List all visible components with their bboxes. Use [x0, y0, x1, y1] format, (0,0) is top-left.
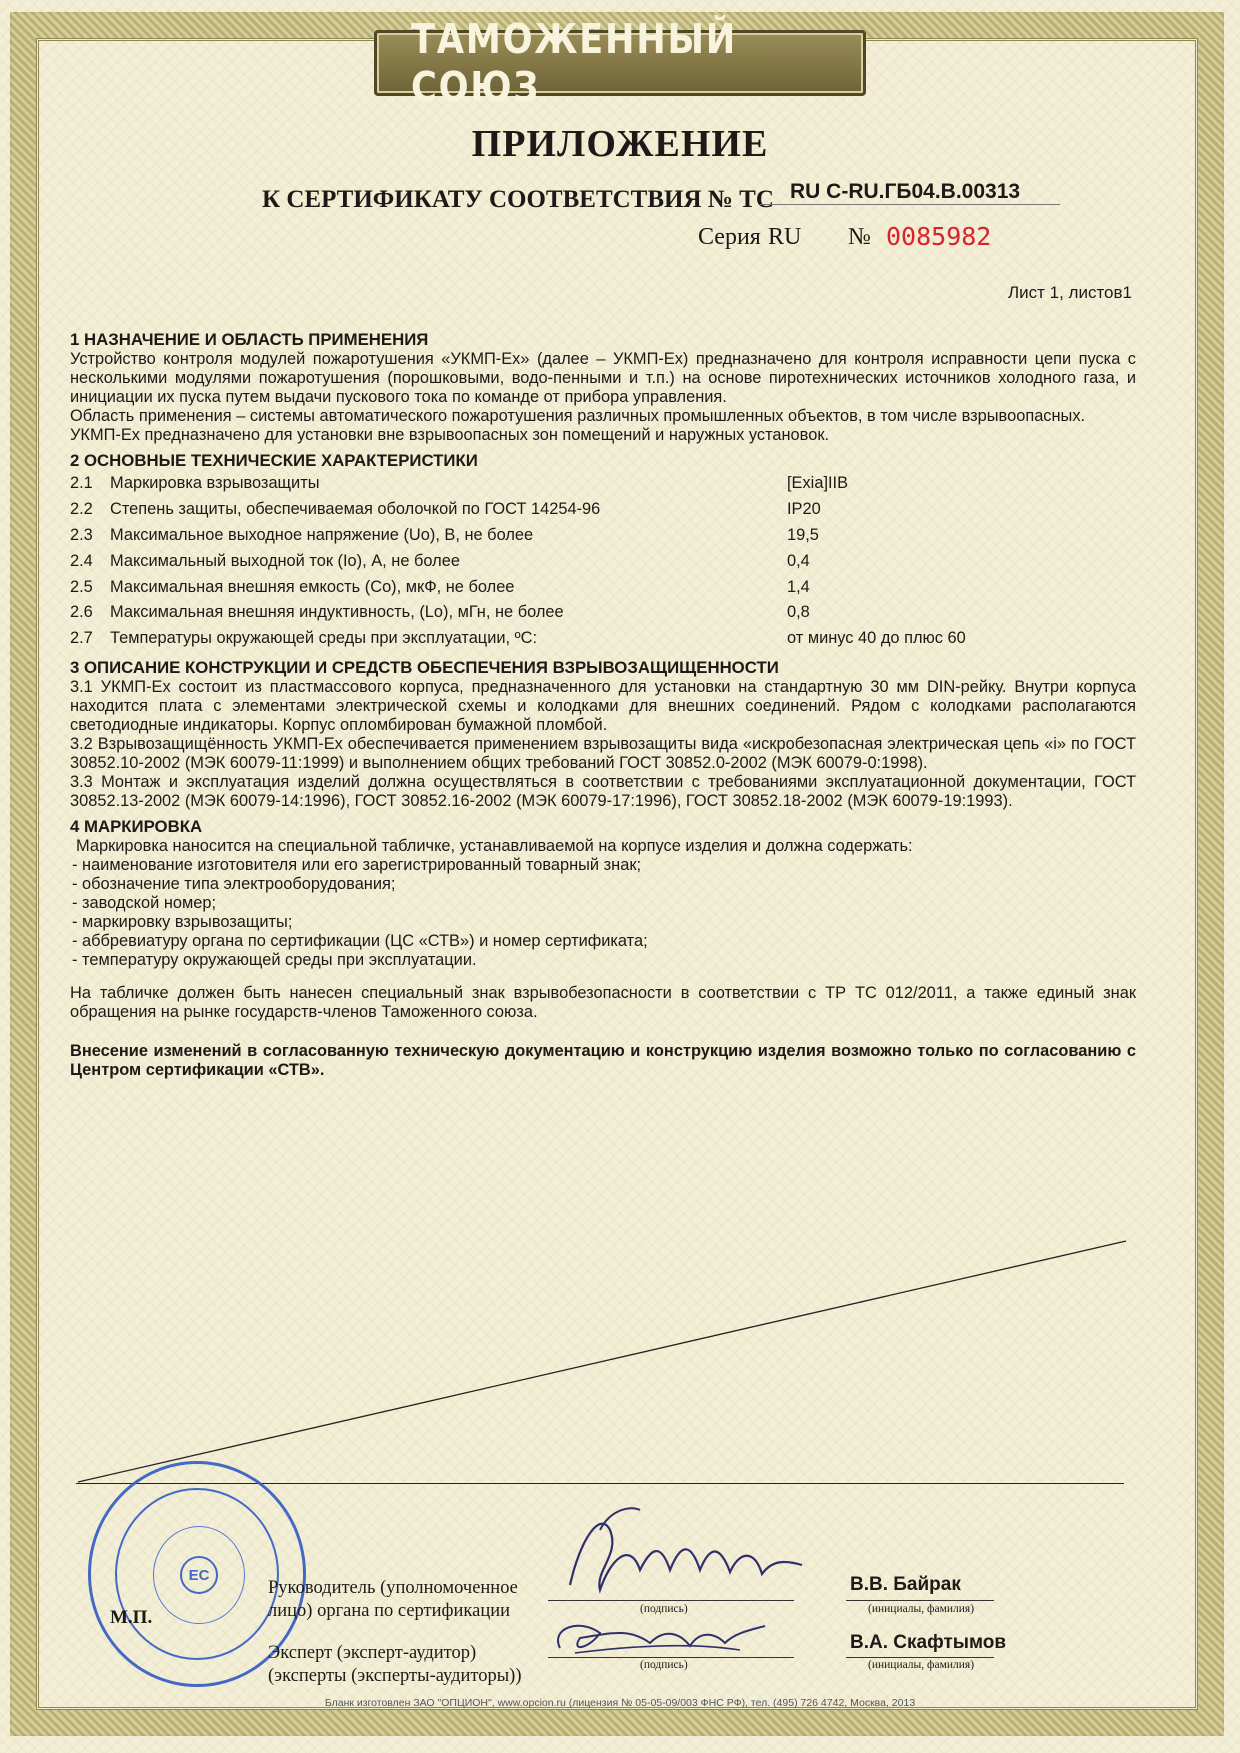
spec-value: от минус 40 до плюс 60: [787, 629, 966, 648]
section-3-paragraph: 3.1 УКМП-Ех состоит из пластмассового корпуса, предназначенного для установки на стандартную 30 мм DIN-рейку. Внутри корпуса находится плата с элементами электрической схемы и колодками для внешних соединений. Рядом с колодками располагаются светодиодные индикаторы. Корпус опломбирован бумажной пломбой.: [70, 677, 1136, 734]
spec-value: 0,4: [787, 551, 810, 570]
series-value: RU: [768, 224, 802, 250]
expert-sign-caption: (подпись): [640, 1659, 688, 1671]
spec-num: 2.1: [70, 474, 93, 493]
list-item: - обозначение типа электрооборудования;: [72, 874, 396, 893]
series-label: Серия: [698, 224, 761, 250]
document-title: ПРИЛОЖЕНИЕ: [471, 123, 769, 165]
spec-value: IP20: [787, 500, 821, 519]
expert-role: [268, 1642, 522, 1688]
spec-num: 2.7: [70, 629, 93, 648]
spec-value: [Exia]IIB: [787, 474, 849, 493]
section-3-paragraph: 3.2 Взрывозащищённость УКМП-Ех обеспечивается применением взрывозащиты вида «искробезопасная электрическая цепь «i» по ГОСТ 30852.10-2002 (МЭК 60079-11:1999) и выполнением общих требований ГОСТ 30852.0-2002 (МЭК 60079-0:1998).: [70, 734, 1136, 772]
section-1-paragraph: Область применения – системы автоматического пожаротушения различных промышленных объектов, в том числе взрывоопасных.: [70, 407, 1086, 425]
head-name: В.В. Байрак: [850, 1574, 961, 1595]
section-1-paragraph: УКМП-Ех предназначено для установки вне взрывоопасных зон помещений и наружных установок.: [70, 426, 830, 444]
list-item: - маркировку взрывозащиты;: [72, 912, 293, 931]
section-3-heading: 3 ОПИСАНИЕ КОНСТРУКЦИИ И СРЕДСТВ ОБЕСПЕЧЕНИЯ ВЗРЫВОЗАЩИЩЕННОСТИ: [70, 657, 779, 677]
spec-text: Максимальное выходное напряжение (Uo), В, не более: [110, 525, 534, 544]
section-1-paragraph: Устройство контроля модулей пожаротушения «УКМП-Ех» (далее – УКМП-Ех) предназначено для контроля исправности цепи пуска с несколькими модулями пожаротушения (порошковыми, водо-пенными и т.п.) на основе пиротехнических источников холодного газа, и инициации их пуска путем выдачи пускового тока по команде от прибора управления.: [70, 350, 1136, 406]
list-item: - аббревиатуру органа по сертификации (ЦС «СТВ») и номер сертификата;: [72, 931, 648, 950]
head-name-line: [846, 1600, 994, 1601]
head-role-line: Руководитель (уполномоченное: [268, 1578, 518, 1598]
stamp-place-label: М.П.: [110, 1607, 153, 1628]
sheet-info: Лист 1, листов1: [1007, 283, 1132, 302]
serial-number: 0085982: [886, 222, 992, 251]
section-1-heading: 1 НАЗНАЧЕНИЕ И ОБЛАСТЬ ПРИМЕНЕНИЯ: [70, 330, 429, 349]
spec-num: 2.3: [70, 525, 93, 544]
spec-text: Степень защиты, обеспечиваемая оболочкой по ГОСТ 14254-96: [110, 500, 601, 519]
section-2-heading: 2 ОСНОВНЫЕ ТЕХНИЧЕСКИЕ ХАРАКТЕРИСТИКИ: [70, 451, 478, 470]
expert-signature-line: [548, 1657, 794, 1658]
certification-logo-icon: ЕС: [180, 1556, 218, 1594]
banner-text: ТАМОЖЕННЫЙ СОЮЗ: [411, 15, 737, 111]
section-3-paragraph: 3.3 Монтаж и эксплуатация изделий должна осуществляться в соответствии с требованиями эксплуатационной документации, ГОСТ 30852.13-2002 (МЭК 60079-14:1996), ГОСТ 30852.16-2002 (МЭК 60079-17:1996), ГОСТ 30852.18-2002 (МЭК 60079-19:1993).: [70, 772, 1136, 810]
marking-sign-paragraph: На табличке должен быть нанесен специальный знак взрывобезопасности в соответствии с ТР ТС 012/2011, а также единый знак обращения на рынке государств-членов Таможенного союза.: [70, 983, 1136, 1021]
head-role: [268, 1577, 518, 1623]
spec-num: 2.5: [70, 577, 93, 596]
change-notice: Внесение изменений в согласованную техническую документацию и конструкцию изделия возможно только по согласованию с Центром сертификации «СТВ».: [70, 1041, 1136, 1079]
spec-num: 2.2: [70, 500, 93, 519]
head-role-line: лицо) органа по сертификации: [268, 1601, 511, 1621]
section-4-heading: 4 МАРКИРОВКА: [70, 816, 203, 836]
certificate-number: RU С-RU.ГБ04.В.00313: [760, 180, 1060, 205]
spec-value: 0,8: [787, 603, 810, 622]
head-signature: [540, 1500, 810, 1600]
spec-text: Максимальная внешняя емкость (Со), мкФ, не более: [110, 577, 515, 596]
spec-text: Маркировка взрывозащиты: [110, 474, 320, 493]
marking-intro: Маркировка наносится на специальной табличке, устанавливаемой на корпусе изделия и должна содержать:: [76, 836, 913, 855]
spec-value: 19,5: [787, 525, 819, 544]
spec-num: 2.4: [70, 551, 93, 570]
expert-name: В.А. Скафтымов: [850, 1632, 1007, 1653]
spec-value: 1,4: [787, 577, 810, 596]
number-sign: №: [848, 224, 871, 250]
spec-num: 2.6: [70, 603, 93, 622]
spec-text: Температуры окружающей среды при эксплуатации, ºС:: [110, 629, 537, 648]
head-signature-line: [548, 1600, 794, 1601]
list-item: - наименование изготовителя или его зарегистрированный товарный знак;: [72, 855, 642, 874]
list-item: - заводской номер;: [72, 893, 217, 912]
list-item: - температуру окружающей среды при эксплуатации.: [72, 950, 477, 969]
head-sign-caption: (подпись): [640, 1603, 688, 1615]
expert-name-line: [846, 1657, 994, 1658]
spec-text: Максимальный выходной ток (Io), А, не более: [110, 551, 460, 570]
spec-text: Максимальная внешняя индуктивность, (Lo), мГн, не более: [110, 603, 564, 622]
expert-role-line: Эксперт (эксперт-аудитор): [268, 1643, 477, 1663]
expert-name-caption: (инициалы, фамилия): [868, 1659, 975, 1671]
form-printer-footer: Бланк изготовлен ЗАО "ОПЦИОН", www.opcion.ru (лицензия № 05-05-09/003 ФНС РФ), тел. (495) 726 4742, Москва, 2013: [324, 1697, 916, 1709]
document-subtitle: К СЕРТИФИКАТУ СООТВЕТСТВИЯ № ТС: [262, 186, 774, 213]
head-name-caption: (инициалы, фамилия): [868, 1603, 975, 1615]
expert-role-line: (эксперты (эксперты-аудиторы)): [268, 1666, 522, 1686]
